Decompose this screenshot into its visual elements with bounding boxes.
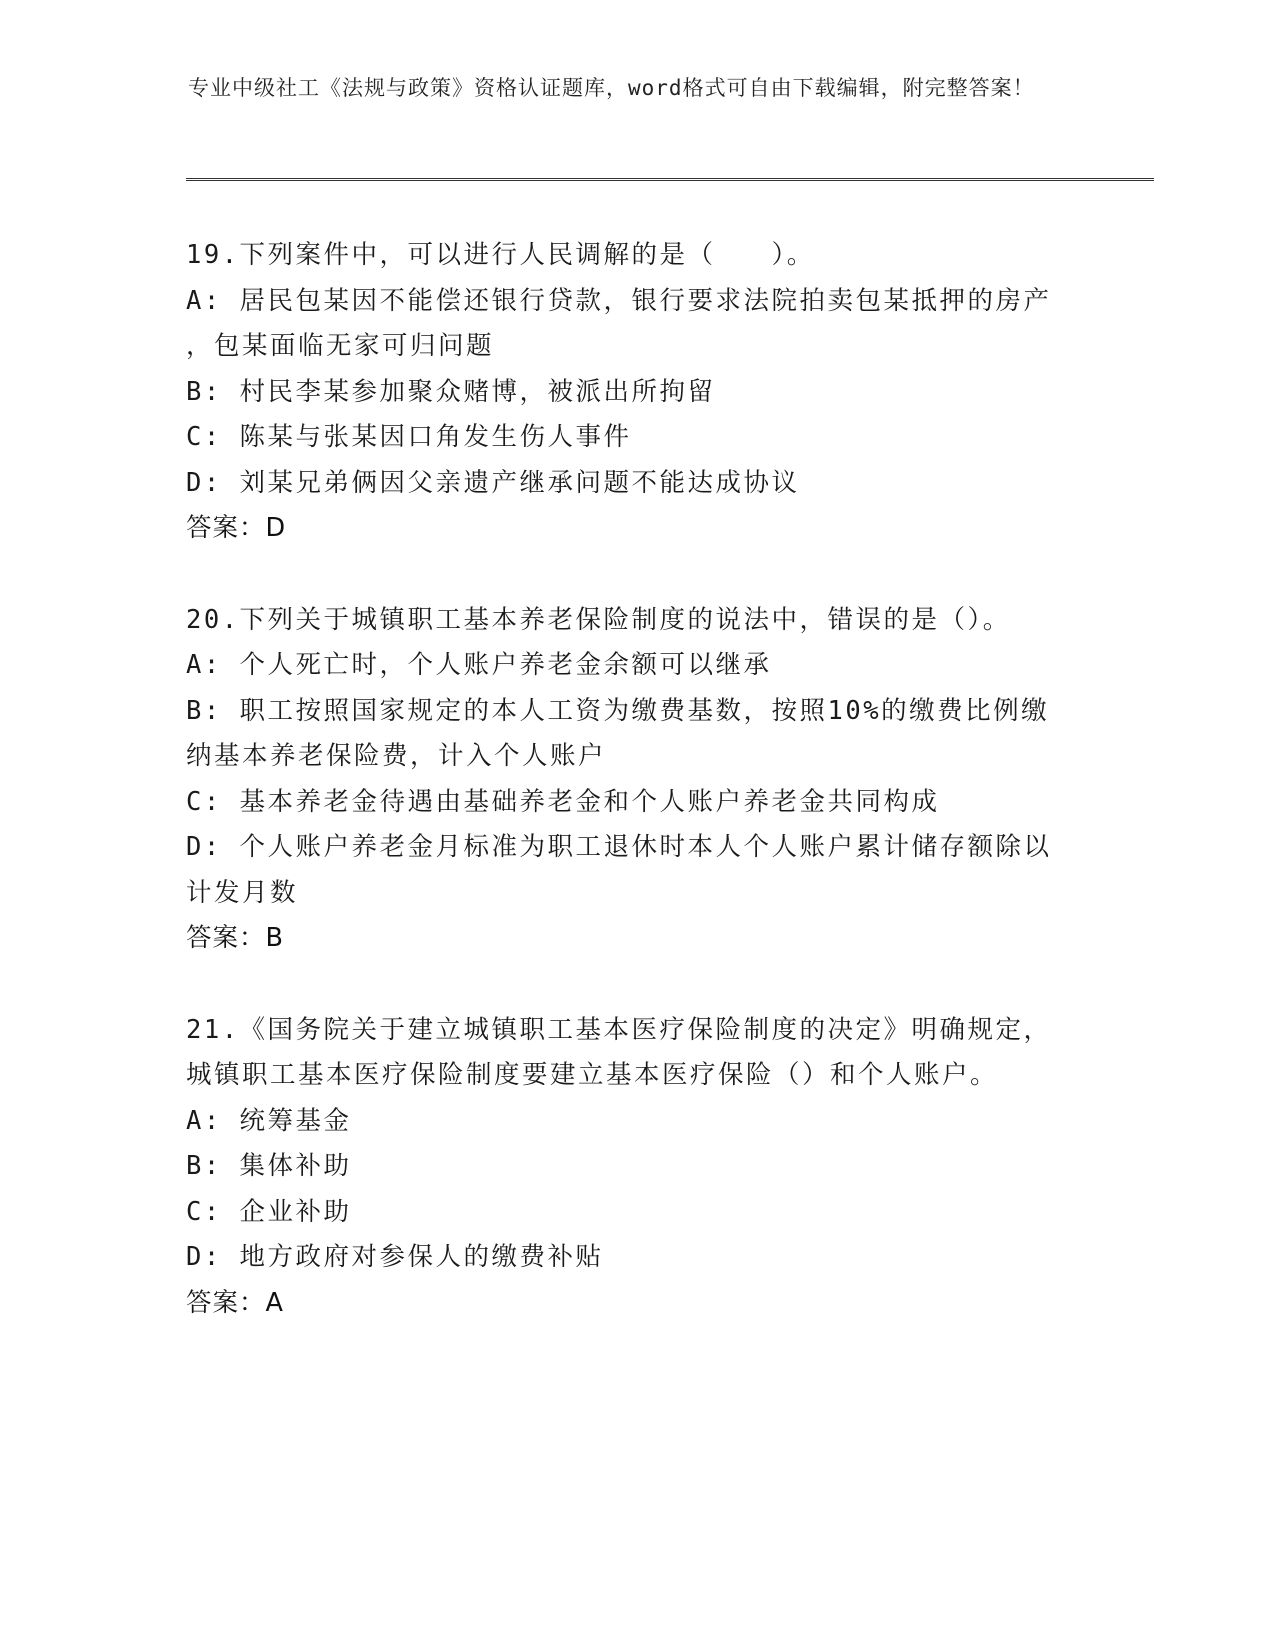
header-text: 专业中级社工《法规与政策》资格认证题库，word格式可自由下载编辑，附完整答案！	[188, 76, 1035, 100]
question-stem: 21.《国务院关于建立城镇职工基本医疗保险制度的决定》明确规定，	[186, 1014, 1052, 1045]
question-list	[186, 233, 1086, 1372]
answer-label: 答案：D	[186, 513, 287, 543]
question-stem: 20.下列关于城镇职工基本养老保险制度的说法中，错误的是（）。	[186, 604, 1011, 635]
option-a	[186, 643, 1086, 689]
option-b	[186, 370, 1086, 416]
answer-label: 答案：B	[186, 923, 284, 953]
header-double-rule	[186, 178, 1154, 181]
option-line: D: 个人账户养老金月标准为职工退休时本人个人账户累计储存额除以	[186, 832, 1052, 862]
option-b	[186, 689, 1086, 780]
option-a	[186, 279, 1086, 370]
option-line: C: 基本养老金待遇由基础养老金和个人账户养老金共同构成	[186, 786, 940, 817]
option-line: 计发月数	[186, 877, 299, 908]
option-line: ，包某面临无家可归问题	[186, 331, 495, 361]
answer-label: 答案：A	[186, 1287, 284, 1318]
question-19	[186, 233, 1086, 552]
option-line: A: 个人死亡时，个人账户养老金余额可以继承	[186, 650, 772, 680]
option-d	[186, 825, 1086, 916]
question-stem: 城镇职工基本医疗保险制度要建立基本医疗保险（）和个人账户。	[186, 1060, 999, 1090]
option-line: A: 统筹基金	[186, 1105, 352, 1136]
option-a	[186, 1099, 1086, 1145]
question-stem: 19.下列案件中，可以进行人民调解的是（ ）。	[186, 240, 815, 270]
option-c	[186, 1190, 1086, 1236]
option-line: A: 居民包某因不能偿还银行贷款，银行要求法院拍卖包某抵押的房产	[186, 285, 1052, 316]
option-line: 纳基本养老保险费，计入个人账户	[186, 741, 607, 771]
option-d	[186, 1235, 1086, 1281]
document-header	[188, 72, 1068, 104]
option-line: C: 企业补助	[186, 1196, 352, 1227]
option-line: B: 职工按照国家规定的本人工资为缴费基数，按照10%的缴费比例缴	[186, 695, 1050, 726]
option-c	[186, 780, 1086, 826]
option-line: C: 陈某与张某因口角发生伤人事件	[186, 422, 632, 452]
option-b	[186, 1144, 1086, 1190]
option-line: B: 集体补助	[186, 1151, 352, 1181]
question-21	[186, 1008, 1086, 1327]
option-line: D: 刘某兄弟俩因父亲遗产继承问题不能达成协议	[186, 467, 800, 498]
option-line: B: 村民李某参加聚众赌博，被派出所拘留	[186, 376, 716, 407]
option-line: D: 地方政府对参保人的缴费补贴	[186, 1242, 604, 1272]
option-c	[186, 415, 1086, 461]
question-20	[186, 598, 1086, 962]
option-d	[186, 461, 1086, 507]
